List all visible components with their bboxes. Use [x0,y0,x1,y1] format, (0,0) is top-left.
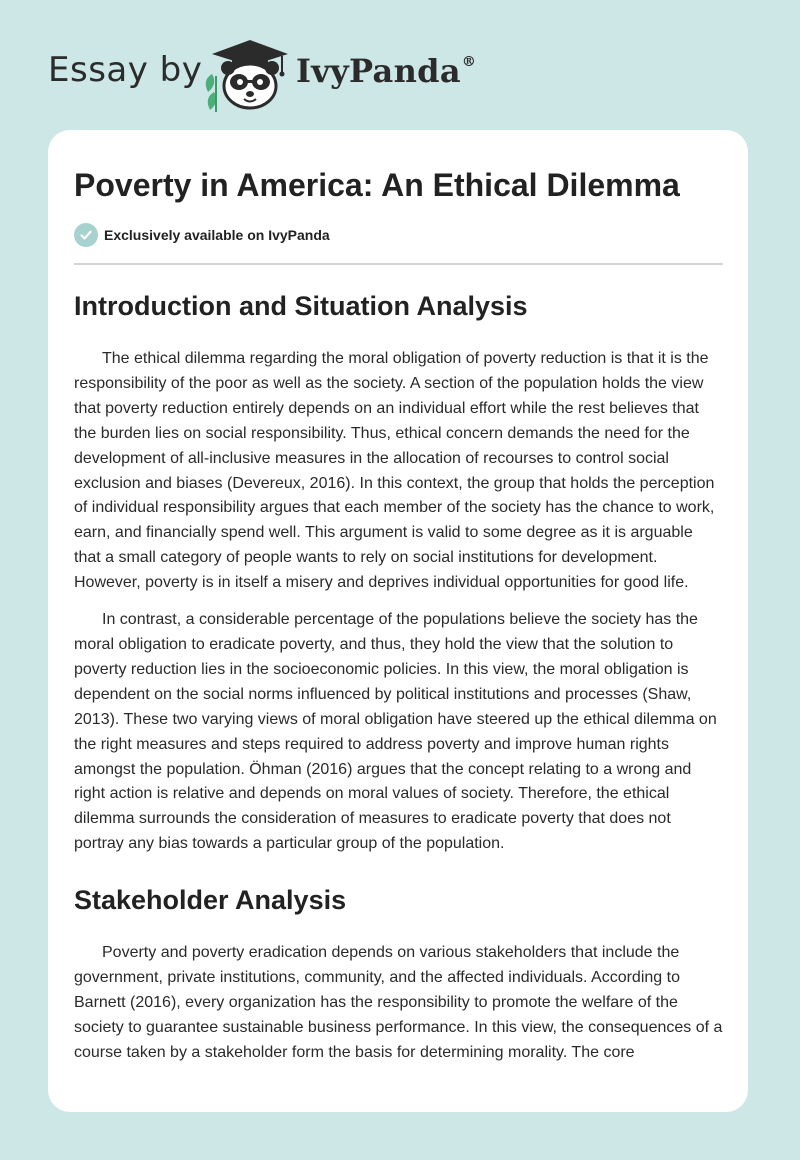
essay-card [48,130,748,1112]
badge-text: Exclusively available on IvyPanda [104,227,330,243]
brand-name [296,52,476,90]
brand-name-text: IvyPanda [296,52,461,90]
exclusive-badge [74,222,723,248]
registered-mark: ® [461,54,477,71]
brand-prefix: Essay by [48,50,203,90]
essay-content [74,166,723,1066]
section-heading-stakeholder: Stakeholder Analysis [74,885,347,916]
site-header [0,0,800,130]
paragraph: In contrast, a considerable percentage of the populations believe the society has the moral obligation to eradicate poverty, and thus, they hold the view that the solution to poverty reduction lies in the socioeconomic policies. In this view, the moral obligation is dependent on the social norms influenced by political institutions and processes (Shaw, 2013). These two varying views of moral obligation have steered up the ethical dilemma on the right measures and steps required to address poverty and improve human rights amongst the population. Öhman (2016) argues that the concept relating to a wrong and right action is relative and depends on moral values of society. Therefore, the ethical dilemma surrounds the consideration of measures to eradicate poverty that does not portray any bias towards a particular group of the population. [74,611,717,853]
check-circle-icon [74,223,98,247]
panda-graduate-icon[interactable] [198,36,294,112]
divider [74,263,723,265]
paragraph: Poverty and poverty eradication depends on various stakeholders that include the government, private institutions, community, and the affected individuals. According to Barnett (2016), every organization has the responsibility to promote the welfare of the society to guarantee sustainable business performance. In this view, the consequences of a course taken by a stakeholder form the basis for determining morality. The core [74,944,723,1061]
section-heading-introduction: Introduction and Situation Analysis [74,291,528,321]
page-title: Poverty in America: An Ethical Dilemma [74,167,680,203]
paragraph: The ethical dilemma regarding the moral obligation of poverty reduction is that it is the responsibility of the poor as well as the society. A section of the population holds the view that poverty reduction entirely depends on an individual effort while the rest believes that the burden lies on social responsibility. Thus, ethical concern demands the need for the development of all-inclusive measures in the allocation of recourses to control social exclusion and biases (Devereux, 2016). In this context, the group that holds the perception of individual responsibility argues that each member of the society has the chance to work, earn, and financially spend well. This argument is valid to some degree as it is arguable that a small category of people wants to rely on social institutions for development. However, poverty is in itself a misery and deprives individual opportunities for good life. [74,350,715,592]
